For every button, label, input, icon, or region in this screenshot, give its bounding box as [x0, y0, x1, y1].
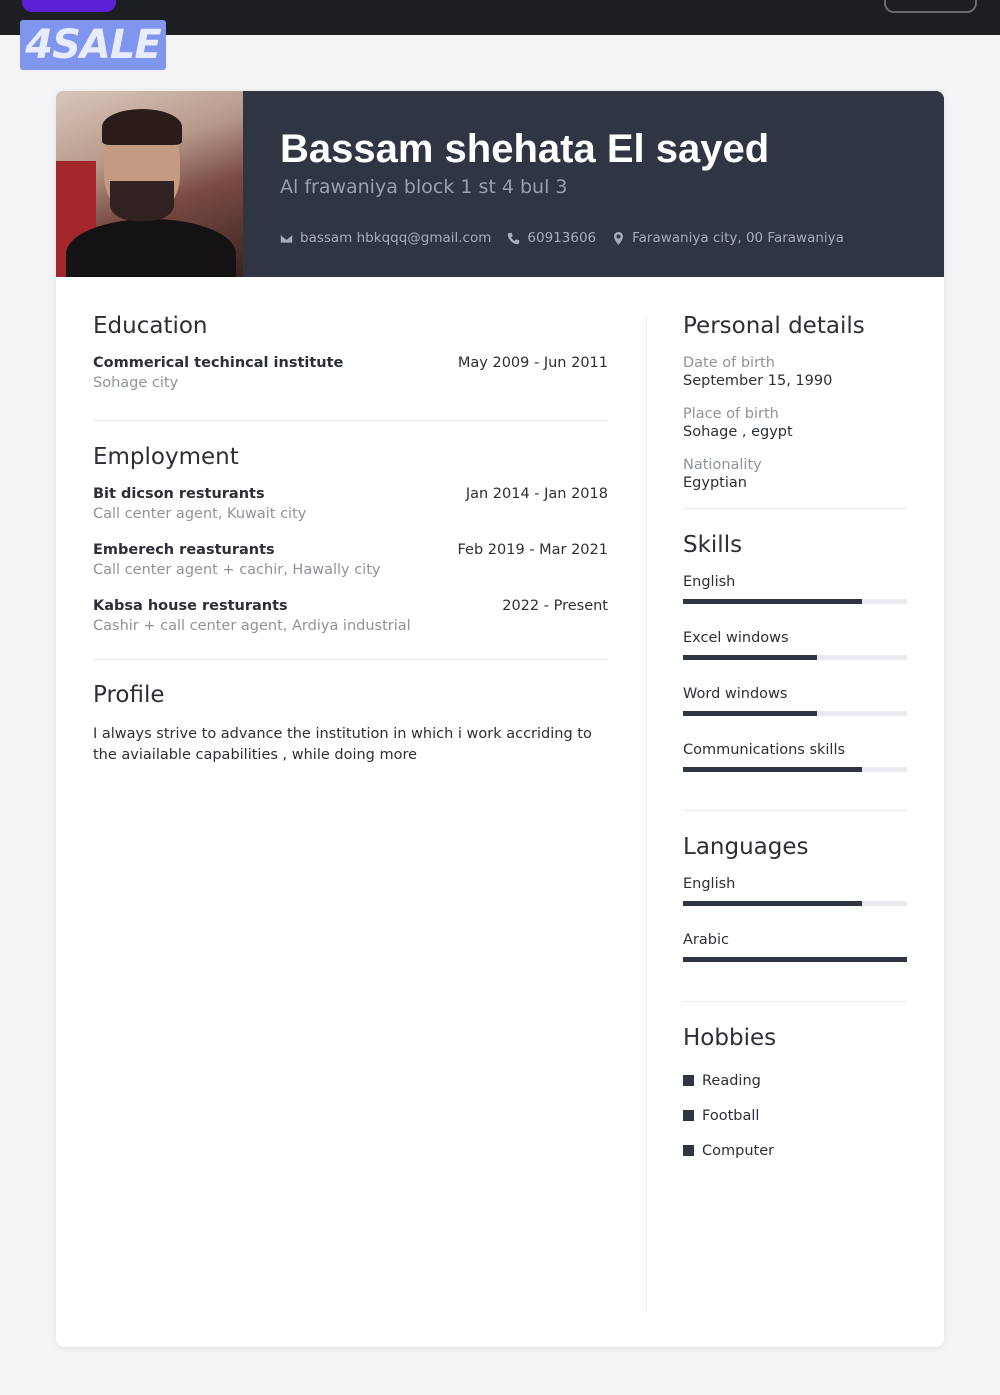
logo-text: 4SALE	[25, 22, 161, 68]
hobbies-section	[683, 1025, 907, 1168]
section-divider	[93, 420, 608, 421]
education-title: Education	[93, 313, 208, 339]
detail-value: Egyptian	[683, 475, 747, 491]
phone-text: 60913606	[527, 230, 597, 246]
location-text: Farawaniya city, 00 Farawaniya	[632, 230, 844, 246]
skill-label: Communications skills	[683, 742, 846, 758]
hobbies-title: Hobbies	[683, 1025, 777, 1051]
hobby-item	[683, 1133, 907, 1168]
entry-subtitle: Call center agent, Kuwait city	[93, 506, 307, 522]
skill-item	[683, 686, 907, 742]
resume-header	[56, 91, 944, 277]
education-entry	[93, 355, 608, 411]
skill-label: Word windows	[683, 686, 788, 702]
employment-entry	[93, 598, 608, 654]
hobby-label: Football	[702, 1107, 760, 1124]
top-right-button[interactable]	[884, 0, 977, 13]
language-item	[683, 876, 907, 932]
resume-card	[56, 91, 944, 1347]
detail-item	[683, 355, 907, 389]
employment-entry	[93, 542, 608, 598]
section-divider	[93, 659, 608, 660]
bullet-square-icon	[683, 1145, 694, 1156]
employment-title: Employment	[93, 444, 239, 470]
detail-value: September 15, 1990	[683, 373, 833, 389]
detail-value: Sohage , egypt	[683, 424, 793, 440]
skills-section	[683, 532, 907, 798]
contact-location	[612, 230, 844, 246]
skill-item	[683, 574, 907, 630]
hobby-item	[683, 1063, 907, 1098]
detail-item	[683, 457, 907, 491]
skill-label: Excel windows	[683, 630, 789, 646]
entry-title: Kabsa house resturants	[93, 598, 288, 614]
left-column	[93, 313, 608, 766]
language-bar	[683, 957, 907, 962]
hobby-item	[683, 1098, 907, 1133]
skill-item	[683, 742, 907, 798]
brand-logo[interactable]	[20, 20, 166, 70]
education-section	[93, 313, 608, 411]
skill-bar	[683, 767, 907, 772]
profile-text: I always strive to advance the institution in which i work accriding to the aviailable capabilities , while doing more	[93, 726, 592, 763]
personal-details-section	[683, 313, 907, 491]
entry-subtitle: Cashir + call center agent, Ardiya industrial	[93, 618, 411, 634]
profile-photo	[56, 91, 243, 277]
entry-title: Bit dicson resturants	[93, 486, 265, 502]
section-divider	[683, 508, 907, 509]
entry-title: Emberech reasturants	[93, 542, 275, 558]
phone-icon	[507, 232, 520, 245]
profile-title: Profile	[93, 682, 165, 708]
bullet-square-icon	[683, 1075, 694, 1086]
column-divider	[646, 316, 647, 1311]
entry-date: Jan 2014 - Jan 2018	[465, 486, 608, 502]
map-pin-icon	[612, 232, 625, 245]
language-bar	[683, 901, 907, 906]
language-bar-fill	[683, 901, 862, 906]
skill-bar	[683, 599, 907, 604]
hobby-label: Reading	[702, 1072, 761, 1089]
language-label: English	[683, 876, 736, 892]
section-divider	[683, 810, 907, 811]
contact-email	[280, 230, 491, 246]
skill-bar-fill	[683, 655, 817, 660]
hobby-label: Computer	[702, 1142, 775, 1159]
contact-row	[280, 230, 860, 246]
candidate-address: Al frawaniya block 1 st 4 bul 3	[280, 176, 568, 198]
skill-bar-fill	[683, 767, 862, 772]
skill-item	[683, 630, 907, 686]
right-column	[683, 313, 907, 1168]
entry-date: Feb 2019 - Mar 2021	[457, 542, 608, 558]
entry-subtitle: Sohage city	[93, 375, 179, 391]
email-text: bassam hbkqqq@gmail.com	[300, 230, 492, 246]
contact-phone	[507, 230, 596, 246]
bullet-square-icon	[683, 1110, 694, 1121]
detail-label: Nationality	[683, 457, 762, 473]
detail-label: Place of birth	[683, 406, 779, 422]
skill-bar-fill	[683, 711, 817, 716]
profile-section	[93, 682, 608, 766]
employment-section	[93, 444, 608, 654]
entry-date: 2022 - Present	[502, 598, 608, 614]
skill-bar	[683, 711, 907, 716]
section-divider	[683, 1001, 907, 1002]
top-left-button[interactable]	[22, 0, 116, 12]
employment-entry	[93, 486, 608, 542]
language-item	[683, 932, 907, 988]
languages-title: Languages	[683, 834, 809, 860]
detail-label: Date of birth	[683, 355, 775, 371]
envelope-icon	[280, 232, 293, 245]
entry-title: Commerical techincal institute	[93, 355, 344, 371]
personal-details-title: Personal details	[683, 313, 865, 339]
candidate-name: Bassam shehata El sayed	[280, 127, 770, 171]
language-bar-fill	[683, 957, 907, 962]
language-label: Arabic	[683, 932, 729, 948]
detail-item	[683, 406, 907, 440]
entry-subtitle: Call center agent + cachir, Hawally city	[93, 562, 381, 578]
skill-bar-fill	[683, 599, 862, 604]
entry-date: May 2009 - Jun 2011	[457, 355, 608, 371]
skill-label: English	[683, 574, 736, 590]
skills-title: Skills	[683, 532, 743, 558]
skill-bar	[683, 655, 907, 660]
languages-section	[683, 834, 907, 988]
